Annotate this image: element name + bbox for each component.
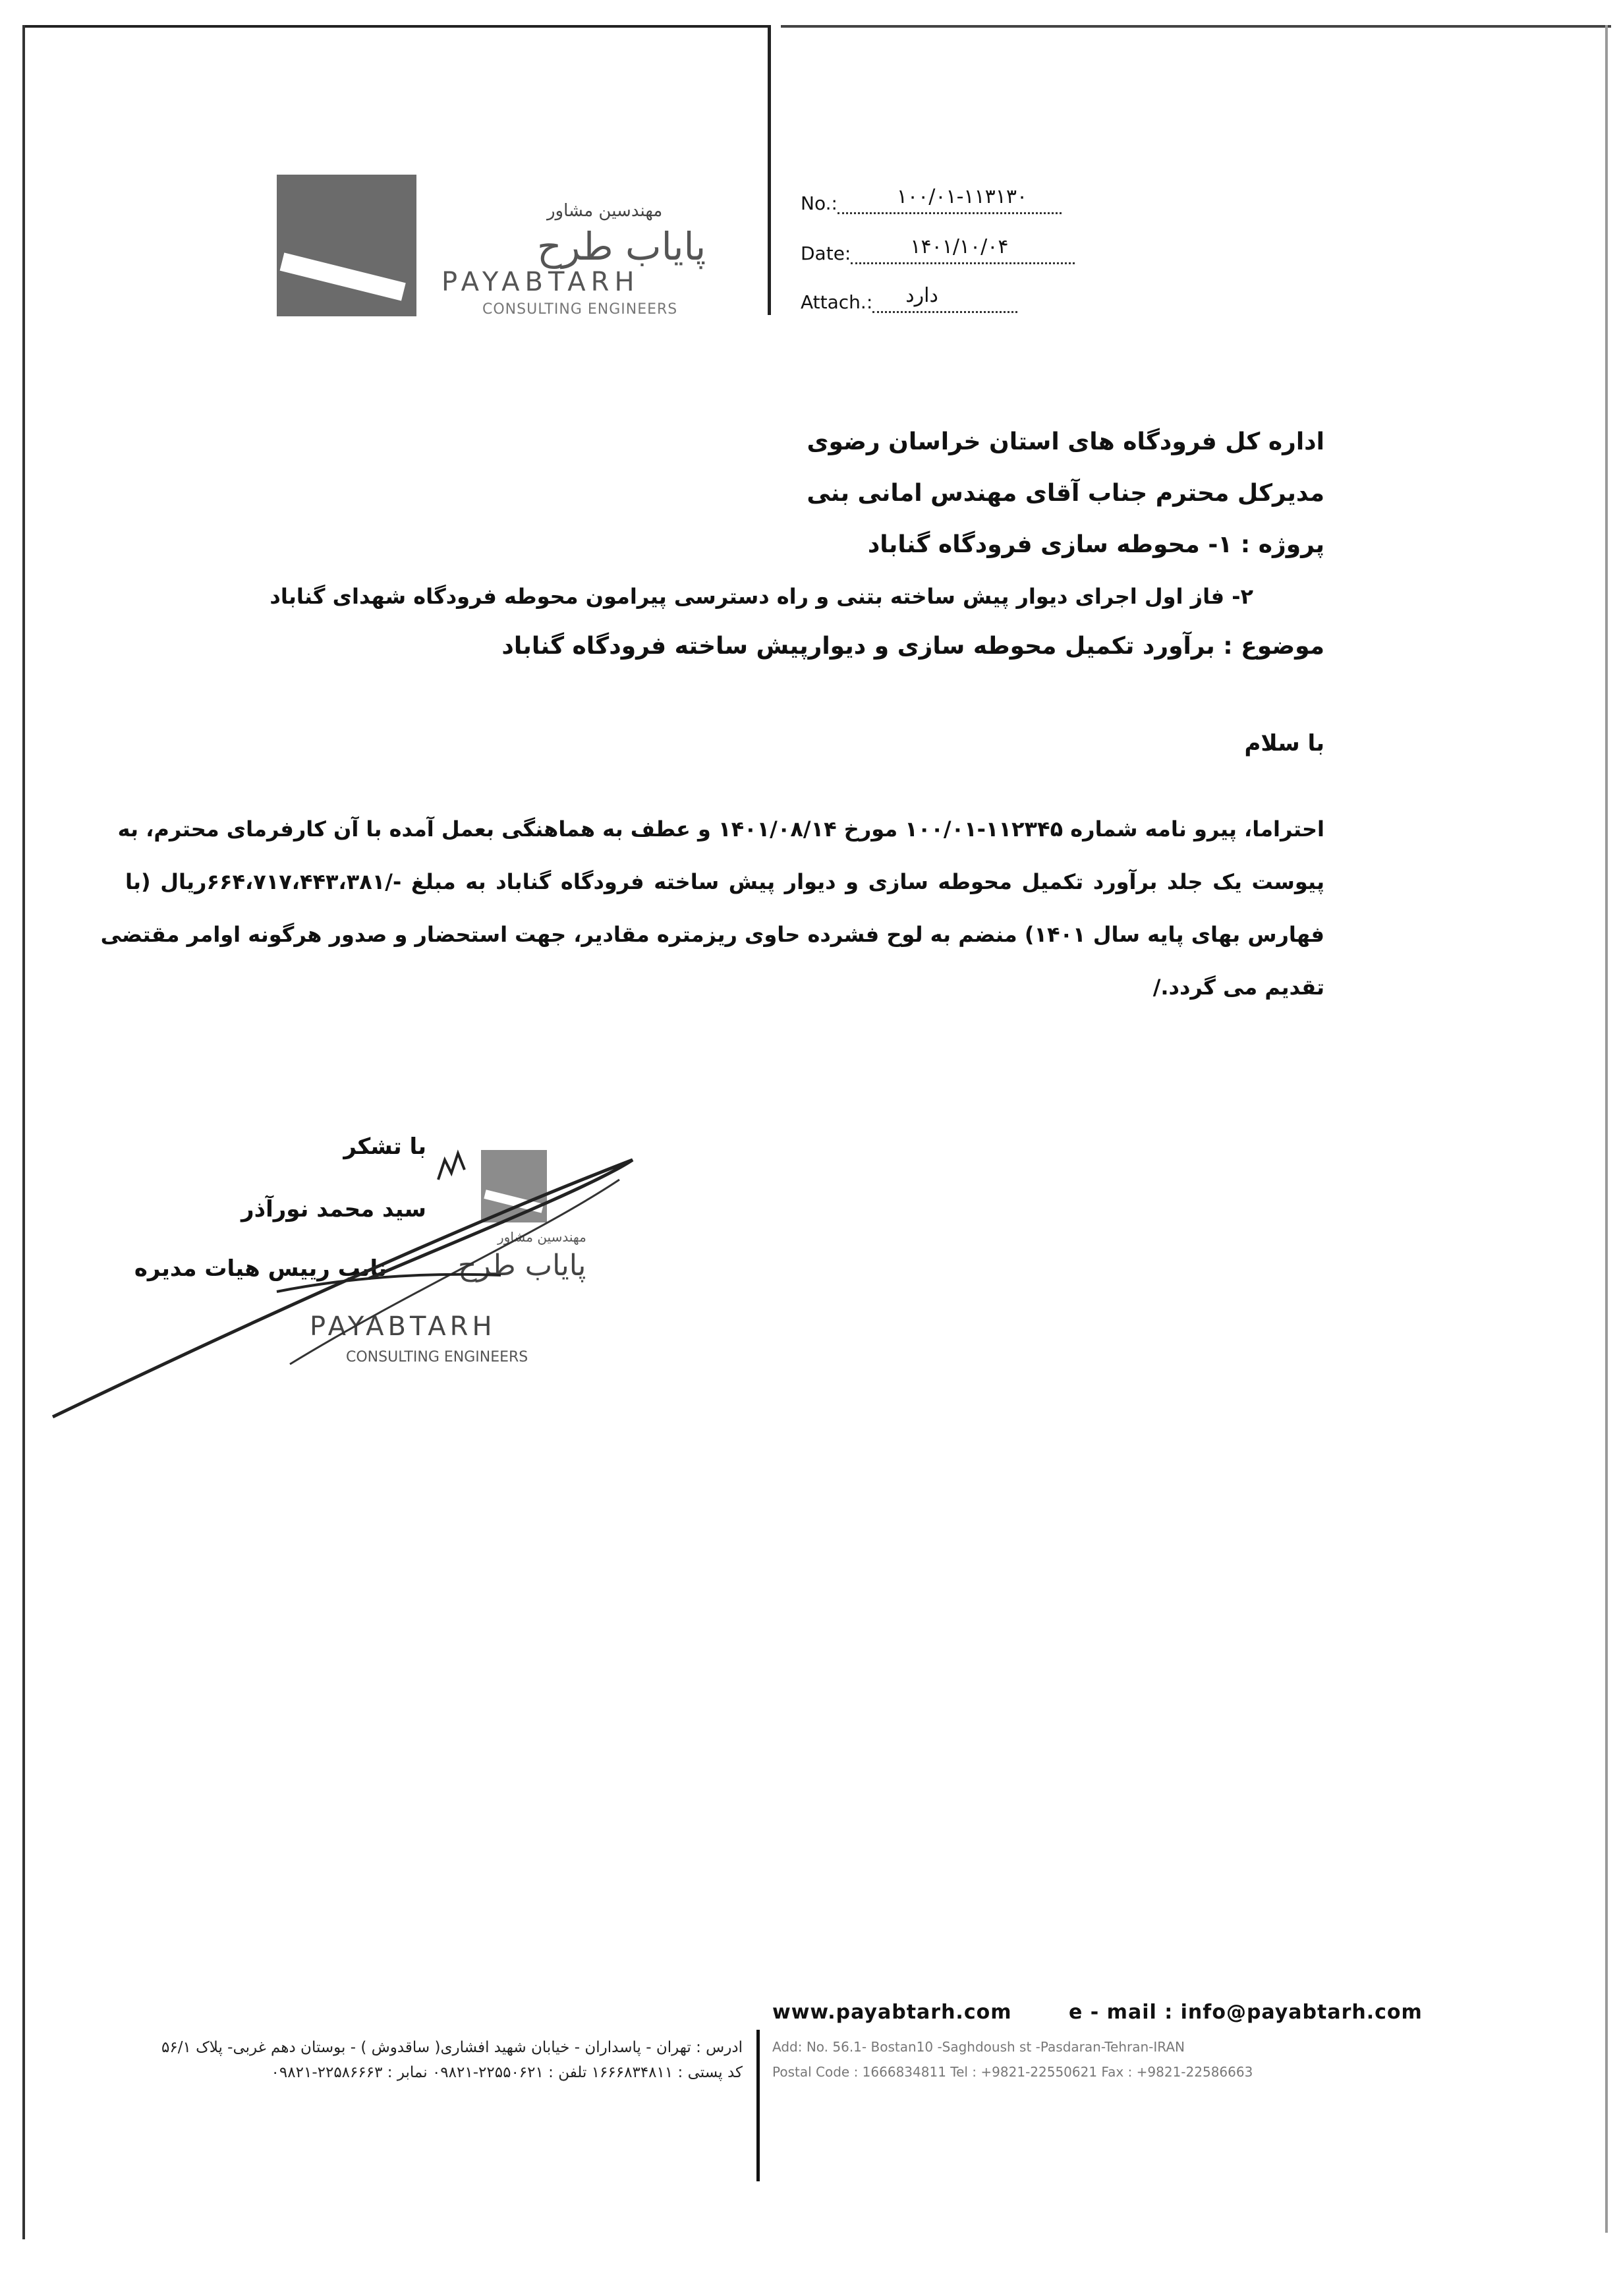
frame-line-top-right [781, 25, 1611, 28]
frame-line-middle [768, 25, 771, 315]
frame-line-right [1605, 25, 1608, 2233]
stamp-persian-name [458, 1249, 586, 1282]
project-line-2: ۲- فاز اول اجرای دیوار پیش ساخته بتنی و راه دسترسی پیرامون محوطه فرودگاه شهدای گناباد [270, 584, 1253, 609]
body-line-1: احتراما، پیرو نامه شماره ۱۱۲۳۴۵-۱۰۰/۰۱ مورخ ۱۴۰۱/۰۸/۱۴ و عطف به هماهنگی بعمل آمده با آن کارفرمای محترم، به [117, 817, 1324, 842]
footer-contact-en: Postal Code : 1666834811 Tel : +9821-22550621 Fax : +9821-22586663 [772, 2064, 1253, 2080]
logo-mark-icon [277, 175, 416, 316]
project-line-1: پروژه : ۱- محوطه سازی فرودگاه گناباد [867, 531, 1324, 558]
logo-persian-subtitle: مهندسین مشاور [547, 201, 663, 221]
frame-line-left [22, 25, 25, 2239]
closing-thanks: با تشکر [343, 1134, 426, 1160]
frame-line-top-left [25, 25, 770, 28]
logo-english-name: PAYABTARH [441, 267, 640, 297]
footer-address-en: Add: No. 56.1- Bostan10 -Saghdoush st -Pasdaran-Tehran-IRAN [772, 2039, 1185, 2055]
meta-attach-value: دارد [905, 284, 938, 307]
meta-attach-label: Attach.: [801, 291, 873, 313]
footer-address-fa: ادرس : تهران - پاسداران - خیابان شهید افشاری( ساقدوش ) - بوستان دهم غربی- پلاک ۵۶/۱ [161, 2039, 743, 2056]
recipient-name: مدیرکل محترم جناب آقای مهندس امانی بنی [807, 480, 1324, 507]
letterhead-logo [277, 175, 725, 326]
logo-english-subtitle: CONSULTING ENGINEERS [482, 301, 678, 318]
footer-contact-fa: کد پستی : ۱۶۶۶۸۳۴۸۱۱ تلفن : ۲۲۵۵۰۶۲۱-۰۹۸۲۱ نمابر : ۲۲۵۸۶۶۶۳-۰۹۸۲۱ [271, 2064, 743, 2081]
stamp-english-subtitle: CONSULTING ENGINEERS [346, 1349, 528, 1365]
footer-email: e - mail : info@payabtarh.com [1069, 2001, 1423, 2024]
recipient-organization: اداره کل فرودگاه های استان خراسان رضوی [807, 428, 1324, 455]
meta-date-value: ۱۴۰۱/۱۰/۰۴ [910, 235, 1009, 258]
stamp-english-name: PAYABTARH [310, 1311, 496, 1342]
stamp-mark-icon [481, 1150, 547, 1222]
footer-separator [756, 2030, 760, 2181]
meta-date [801, 235, 1075, 264]
footer-website: www.payabtarh.com [772, 2001, 1012, 2024]
meta-number-value: ۱۰۰/۰۱-۱۱۳۱۳۰ [896, 185, 1028, 208]
body-line-4: تقدیم می گردد./ [1152, 975, 1324, 1000]
signer-title: نایب رییس هیات مدیره [134, 1255, 387, 1282]
greeting: با سلام [1244, 730, 1324, 757]
body-line-3: فهارس بهای پایه سال ۱۴۰۱) منضم به لوح فشرده حاوی ریزمتره مقادیر، جهت استحضار و صدور هرگونه اوامر مقتضی [100, 922, 1324, 947]
meta-attach [801, 284, 1017, 313]
signer-name: سید محمد نورآذر [241, 1196, 426, 1222]
subject-line: موضوع : برآورد تکمیل محوطه سازی و دیوارپیش ساخته فرودگاه گناباد [501, 633, 1324, 660]
body-line-2: پیوست یک جلد برآورد تکمیل محوطه سازی و دیوار پیش ساخته فرودگاه گناباد به مبلغ -/۶۶۴،۷۱۷،۴۴۳،۳۸۱ریال (با [125, 869, 1325, 894]
stamp-persian-subtitle: مهندسین مشاور [497, 1229, 586, 1245]
meta-number-label: No.: [801, 192, 838, 214]
body-paragraph [100, 803, 1325, 1014]
stamp-persian-name-text: پایاب طرح [458, 1249, 586, 1282]
logo-persian-name: پایاب طرح [537, 224, 706, 269]
meta-number [801, 185, 1062, 214]
meta-date-label: Date: [801, 243, 851, 264]
